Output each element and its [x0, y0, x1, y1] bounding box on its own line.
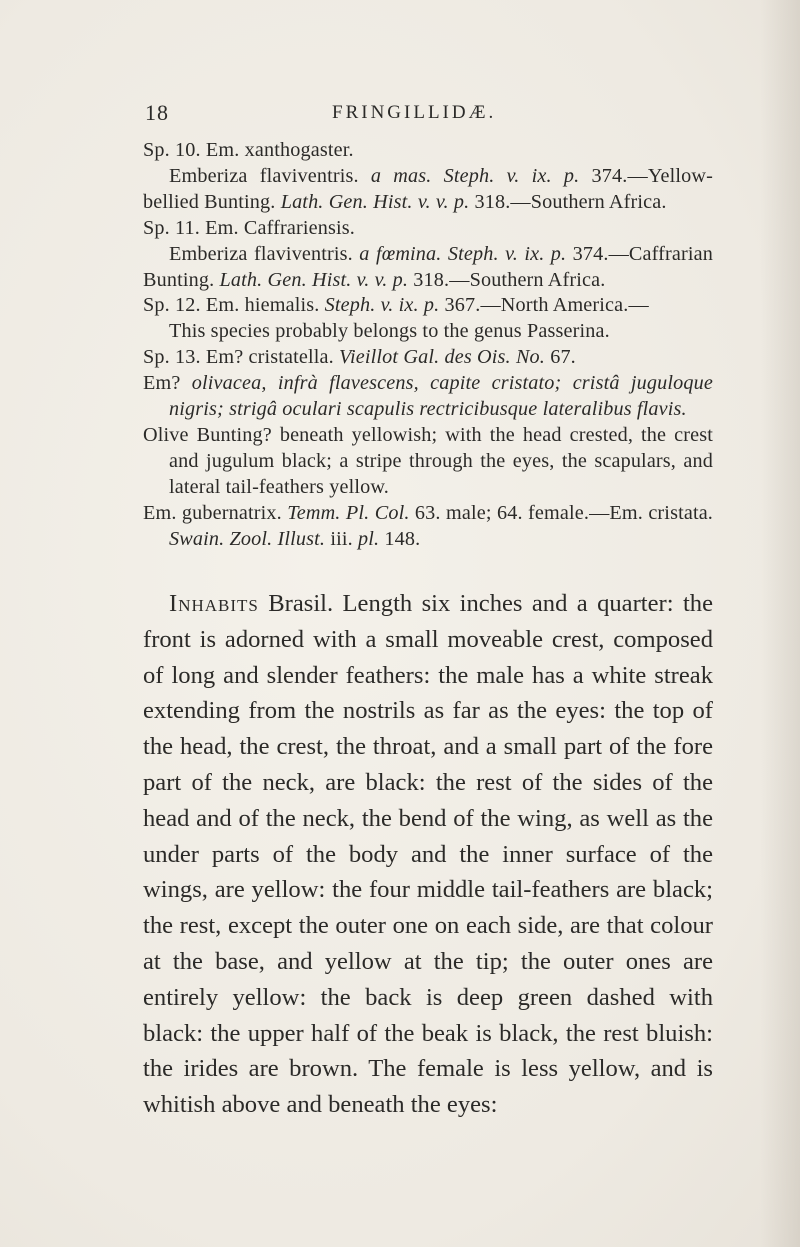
running-head: FRINGILLIDÆ.	[332, 102, 497, 123]
species-entries	[143, 138, 713, 553]
entry-sp11-synonymy: Emberiza flaviventris. a fœmina. Steph. v. ix. p. 374.—Caffrarian Bunting. Lath. Gen. Hist. v. v. p. 318.—Southern Africa.	[143, 242, 713, 291]
inhabits-lead: Inhabits	[169, 590, 259, 617]
entry-sp13-english: Olive Bunting? beneath yellowish; with the head crested, the crest and jugulum black; a stripe through the eyes, the scapulars, and lateral tail-feathers yellow.	[143, 423, 713, 498]
entry-sp13-diagnosis: Em? olivacea, infrà flavescens, capite cristato; cristâ juguloque nigris; strigâ oculari scapulis rectricibusque lateralibus flavis.	[143, 372, 713, 421]
description-text	[143, 586, 713, 1123]
entry-sp10-heading: Sp. 10. Em. xanthogaster.	[143, 139, 354, 161]
description-body: Brasil. Length six inches and a quarter: the front is adorned with a small moveable crest, composed of long and slender feathers: the male has a white streak extending from the nostrils as far as the eyes: the top of the head, the crest, the throat, and a small part of the fore part of the neck, are black: the rest of the sides of the head and of the neck, the bend of the wing, as well as the under parts of the body and the inner surface of the wings, are yellow: the four middle tail-feathers are black; the rest, except the outer one on each side, are that colour at the base, and yellow at the tip; the outer ones are entirely yellow: the back is deep green dashed with black: the upper half of the beak is black, the rest bluish: the irides are brown. The female is less yellow, and is whitish above and beneath the eyes:	[143, 590, 713, 1119]
page-number: 18	[145, 100, 169, 125]
entry-sp13-synonymy: Em. gubernatrix. Temm. Pl. Col. 63. male; 64. female.—Em. cristata. Swain. Zool. Illust. iii. pl. 148.	[143, 501, 714, 550]
description-paragraph	[143, 586, 713, 1123]
entry-sp10-synonymy: Emberiza flaviventris. a mas. Steph. v. ix. p. 374.—Yellow-bellied Bunting. Lath. Gen. Hist. v. v. p. 318.—Southern Africa.	[143, 164, 713, 213]
page-header	[0, 100, 800, 140]
entry-sp12-note: This species probably belongs to the genus Passerina.	[169, 320, 610, 343]
entry-sp11-heading: Sp. 11. Em. Caffrariensis.	[143, 216, 355, 239]
entry-sp13-heading: Sp. 13. Em? cristatella. Vieillot Gal. des Ois. No. 67.	[143, 346, 576, 369]
entry-sp12-heading: Sp. 12. Em. hiemalis. Steph. v. ix. p. 367.—North America.—	[143, 294, 649, 317]
